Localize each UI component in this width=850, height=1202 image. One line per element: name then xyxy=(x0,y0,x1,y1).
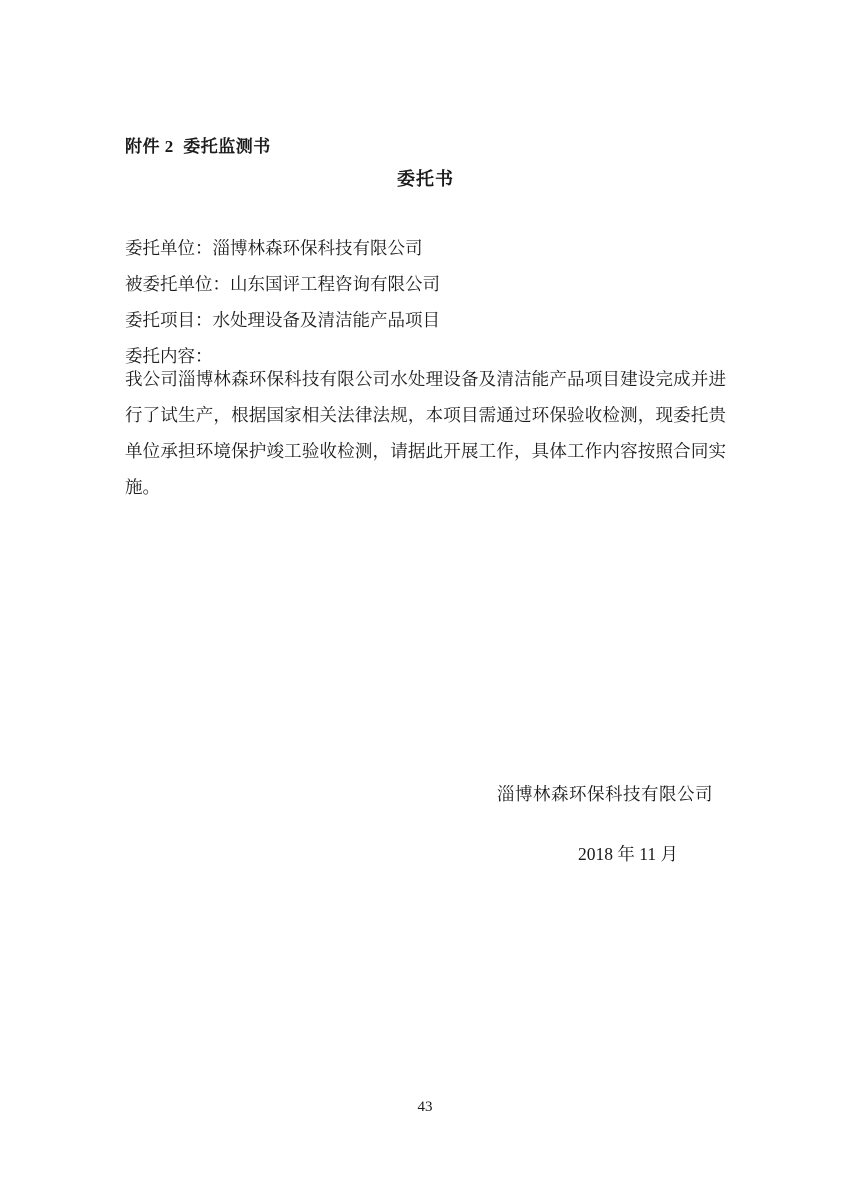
field-line-client xyxy=(125,230,726,266)
field-value: 山东国评工程咨询有限公司 xyxy=(230,274,440,294)
attachment-heading: 附件 2 委托监测书 xyxy=(125,137,271,156)
field-list xyxy=(125,230,726,374)
field-label: 委托单位： xyxy=(125,238,213,258)
field-label: 委托内容： xyxy=(125,346,213,366)
page-number: 43 xyxy=(417,1099,433,1115)
field-value: 淄博林森环保科技有限公司 xyxy=(212,238,423,258)
field-value: 水处理设备及清洁能产品项目 xyxy=(212,310,440,330)
field-line-project xyxy=(125,302,726,338)
signature-date: 2018 年 11 月 xyxy=(578,844,678,864)
field-label: 被委托单位： xyxy=(125,274,230,294)
body-paragraph: 我公司淄博林森环保科技有限公司水处理设备及清洁能产品项目建设完成并进行了试生产，根据国家相关法律法规，本项目需通过环保验收检测，现委托贵单位承担环境保护竣工验收检测，请据此开展工作，具体工作内容按照合同实施。 xyxy=(125,369,726,497)
field-label: 委托项目： xyxy=(125,310,213,330)
document-title: 委托书 xyxy=(397,169,454,189)
field-line-contractor xyxy=(125,266,726,302)
signature-company: 淄博林森环保科技有限公司 xyxy=(497,784,713,804)
